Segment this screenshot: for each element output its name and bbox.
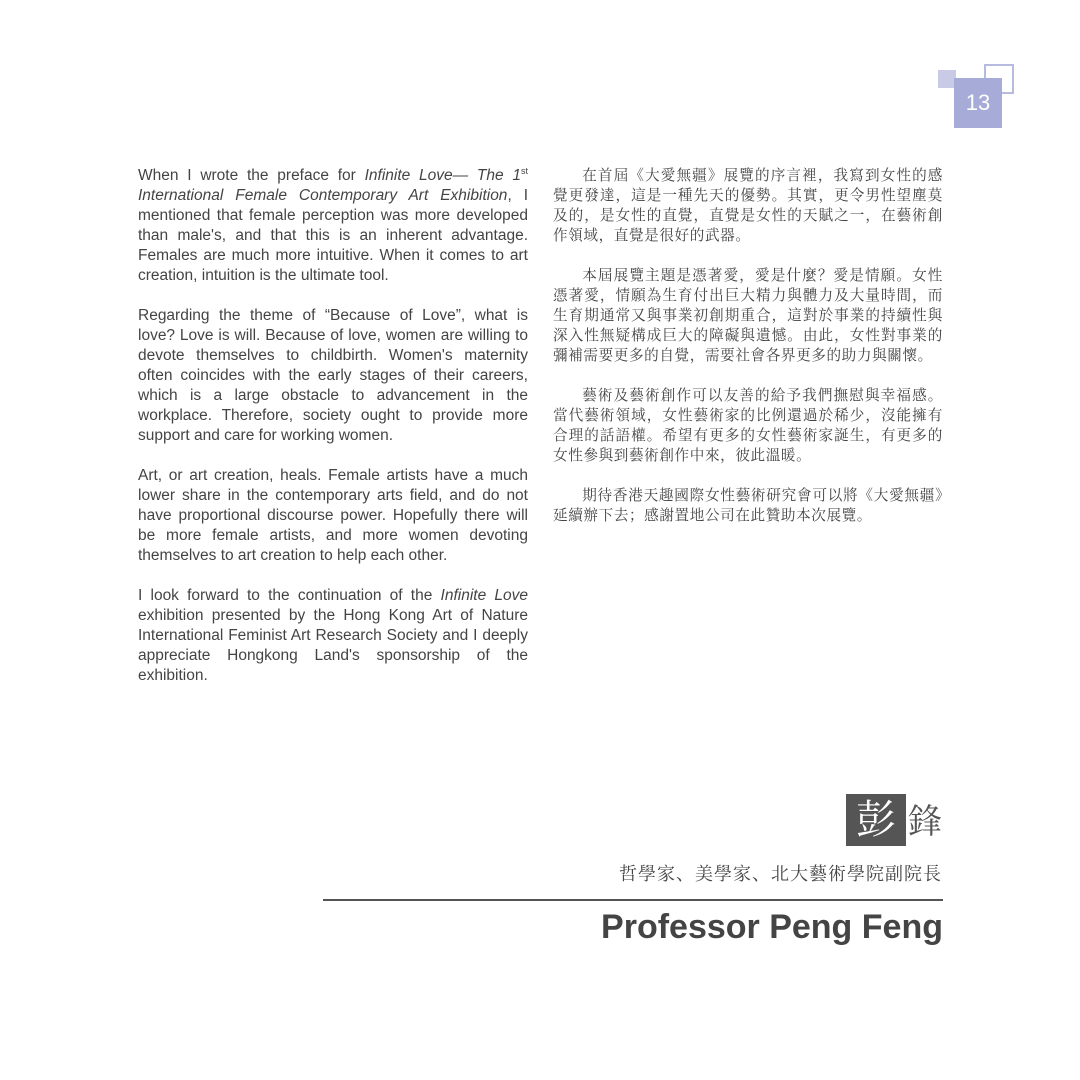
chinese-column (553, 166, 943, 546)
author-given-name-zh: 鋒 (908, 802, 942, 842)
chinese-paragraph-2: 本屆展覽主題是憑著愛，愛是什麼？愛是情願。女性憑著愛，情願為生育付出巨大精力與體力及大量時間，而生育期通常又與事業初創期重合，這對於事業的持續性與深入性無疑構成巨大的障礙與遺憾。由此，女性對事業的彌補需要更多的自覺，需要社會各界更多的助力與關懷。 (553, 267, 943, 364)
english-column (138, 166, 528, 706)
english-paragraph-4: I look forward to the continuation of the Infinite Love exhibition presented by the Hong Kong Art of Nature International Feminist Art Research Society and I deeply appreciate Hongkong Land's sponsorship of the exhibition. (138, 587, 528, 684)
english-paragraph-2: Regarding the theme of “Because of Love”, what is love? Love is will. Because of love, women are willing to devote themselves to childbirth. Women's maternity often coincides with the early stages of their careers, which is a large obstacle to advancement in the workplace. Therefore, society ought to provide more support and care for working women. (138, 307, 528, 444)
author-name-en: Professor Peng Feng (601, 908, 943, 946)
author-surname-zh: 彭 (846, 794, 906, 846)
chinese-paragraph-1: 在首屆《大愛無疆》展覽的序言裡，我寫到女性的感覺更發達，這是一種先天的優勢。其實，更令男性望塵莫及的，是女性的直覺，直覺是女性的天賦之一，在藝術創作領域，直覺是很好的武器。 (553, 167, 943, 244)
page-number-badge (938, 64, 1018, 130)
page-number: 13 (954, 78, 1002, 128)
chinese-paragraph-3: 藝術及藝術創作可以友善的給予我們撫慰與幸福感。當代藝術領域，女性藝術家的比例還過於稀少，沒能擁有合理的話語權。希望有更多的女性藝術家誕生，有更多的女性參與到藝術創作中來，彼此溫暖。 (553, 387, 943, 464)
chinese-paragraph-4: 期待香港天趣國際女性藝術研究會可以將《大愛無疆》延續辦下去；感謝置地公司在此贊助本次展覽。 (553, 487, 943, 524)
english-paragraph-3: Art, or art creation, heals. Female artists have a much lower share in the contemporary arts field, and do not have proportional discourse power. Hopefully there will be more female artists, and more women devoting themselves to art creation to help each other. (138, 467, 528, 564)
author-title-zh: 哲學家、美學家、北大藝術學院副院長 (619, 864, 942, 885)
author-name-zh (846, 794, 942, 846)
english-paragraph-1: When I wrote the preface for Infinite Love— The 1st International Female Contemporary Art Exhibition, I mentioned that female perception was more developed than male's, and that this is an inherent advantage. Females are much more intuitive. When it comes to art creation, intuition is the ultimate tool. (138, 165, 528, 284)
divider-line (323, 899, 943, 901)
